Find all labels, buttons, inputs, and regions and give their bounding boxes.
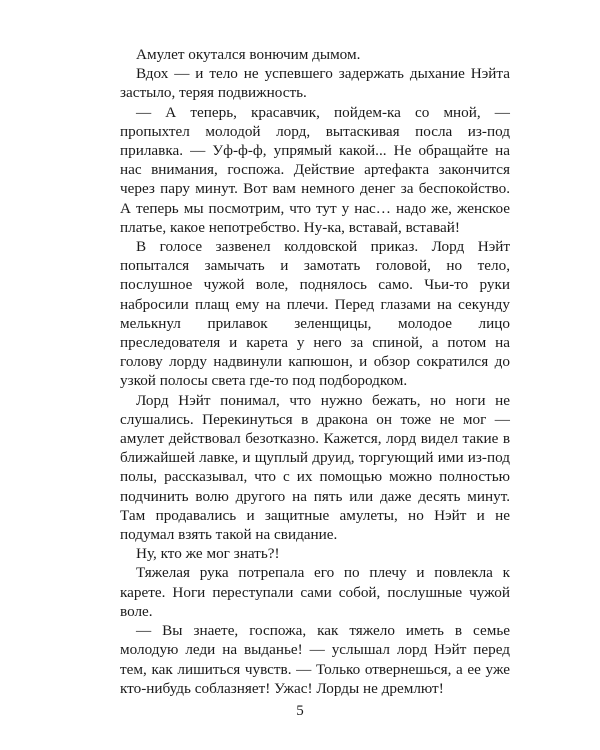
paragraph: — Вы знаете, госпожа, как тяжело иметь в семье молодую леди на выданье! — услышал лорд Нэйт перед тем, как лишиться чувств. — Только отвернешься, а ее уже кто-нибудь соблазняет! Ужас! Лорды не дремлют! [120,622,510,697]
paragraph: — А теперь, красавчик, пойдем-ка со мной, — пропыхтел молодой лорд, вытаскивая посла из-под прилавка. — Уф-ф-ф, упрямый какой... Не обращайте на нас внимания, госпожа. Действие артефакта закончится через пару минут. Вот вам немного денег за беспокойство. А теперь мы посмотрим, что тут у нас… надо же, женское платье, какое непотребство. Ну-ка, вставай, вставай! [120,103,510,236]
paragraph: Амулет окутался вонючим дымом. [136,46,361,63]
paragraph: Тяжелая рука потрепала его по плечу и повлекла к карете. Ноги переступали сами собой, послушные чужой воле. [120,564,510,620]
paragraph: Ну, кто же мог знать?! [136,545,280,563]
paragraph: Лорд Нэйт понимал, что нужно бежать, но ноги не слушались. Перекинуться в дракона он тоже не мог — амулет действовал безотказно. Кажется, лорд видел такие в ближайшей лавке, и щуплый друид, торгующий ими из-под полы, рассказывал, что с их помощью можно полностью подчинить волю другого на пять или даже десять минут. Там продавались и защитные амулеты, но Нэйт и не подумал взять такой на свидание. [120,391,510,544]
body-text [120,45,510,698]
paragraph: В голосе зазвенел колдовской приказ. Лорд Нэйт попытался замычать и замотать головой, но тело, послушное чужой воле, поднялось само. Чьи-то руки набросили плащ ему на плечи. Перед глазами на секунду мелькнул прилавок зеленщицы, молодое лицо преследователя и карета у него за спиной, а потом на голову лорду надвинули капюшон, и обзор сократился до узкой полосы света где-то под подбородком. [120,238,510,390]
paragraph: Вдох — и тело не успевшего задержать дыхание Нэйта застыло, теряя подвижность. [120,65,510,102]
page-number: 5 [296,703,304,719]
